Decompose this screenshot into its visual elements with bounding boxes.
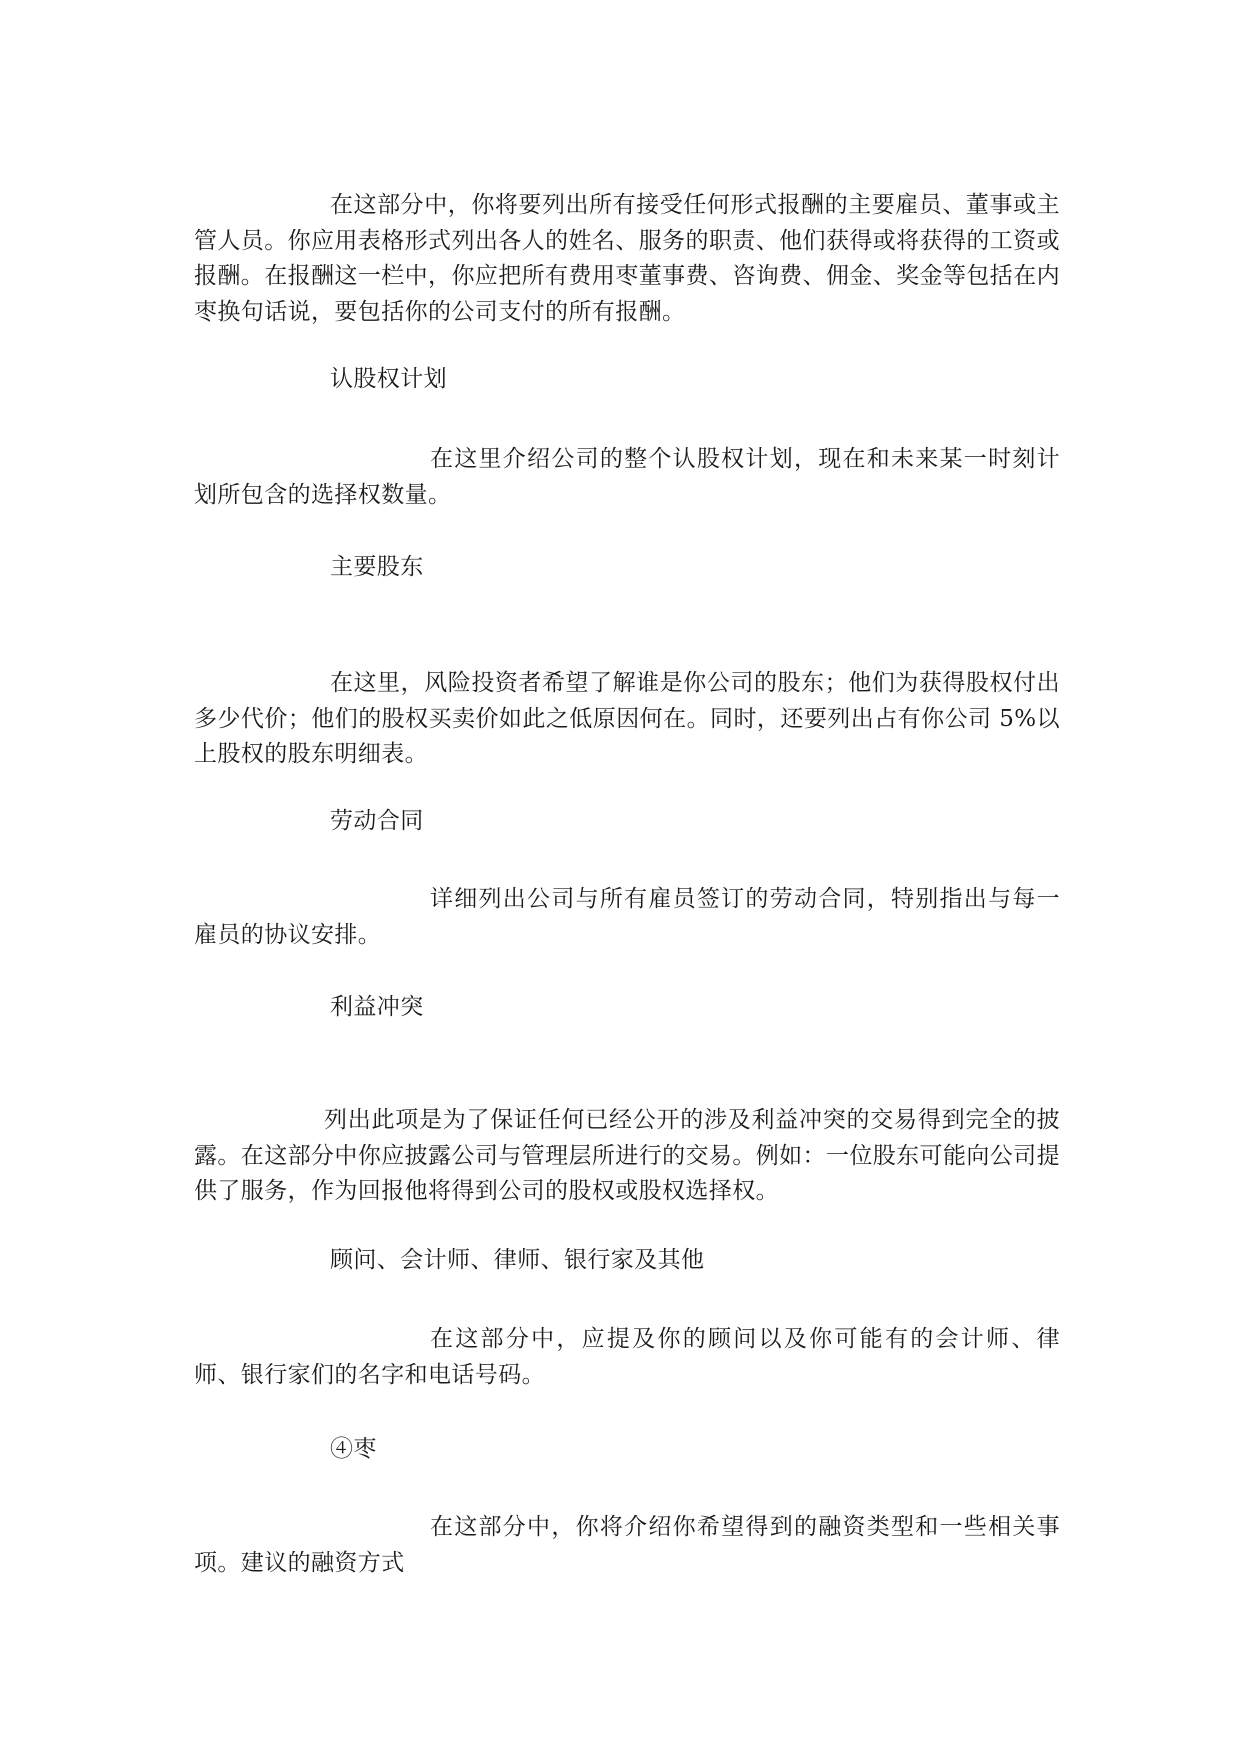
heading-labor-contracts: 劳动合同 bbox=[330, 808, 424, 834]
heading-major-shareholders: 主要股东 bbox=[330, 554, 424, 580]
heading-conflict-of-interest: 利益冲突 bbox=[330, 994, 424, 1020]
heading-advisors: 顾问、会计师、律师、银行家及其他 bbox=[330, 1247, 705, 1273]
paragraph-conflict-of-interest bbox=[194, 1103, 1060, 1210]
paragraph-first-line: 在这里，风险投资者希望了解谁是你公司的股东；他们为获得股权 bbox=[330, 670, 1014, 696]
heading-stock-option-plan: 认股权计划 bbox=[330, 366, 447, 392]
paragraph-rest: 或主管人员。你应用表格形式列出各人的姓名、服务的职责、他们获得或将获得的工资或报酬。在报酬这一栏中，你应把所有费用枣董事费、咨询费、佣金、奖金等包括在内枣换句话说，要包括你的公司支付的所有报酬。 bbox=[194, 192, 1060, 325]
paragraph-rest: 师、银行家们的名字和电话号码。 bbox=[194, 1361, 545, 1388]
paragraph-labor-contracts bbox=[194, 882, 1060, 953]
paragraph-financing bbox=[194, 1510, 1060, 1581]
paragraph-major-shareholders bbox=[194, 666, 1060, 773]
paragraph-first-line: 在这里介绍公司的整个认股权计划，现在和未来某一时刻 bbox=[430, 446, 1037, 472]
paragraph-rest: 的披露。在这部分中你应披露公司与管理层所进行的交易。例如：一位股东可能向公司提供了服务，作为回报他将得到公司的股权或股权选择权。 bbox=[194, 1107, 1060, 1204]
paragraph-advisors bbox=[194, 1322, 1060, 1393]
paragraph-stock-option-plan bbox=[194, 442, 1060, 513]
paragraph-first-line: 列出此项是为了保证任何已经公开的涉及利益冲突的交易得到完全 bbox=[324, 1107, 1013, 1133]
paragraph-rest: 一雇员的协议安排。 bbox=[194, 886, 1060, 948]
paragraph-first-line: 在这部分中，应提及你的顾问以及你可能有的会计师、律 bbox=[430, 1326, 1060, 1352]
paragraph-first-line: 详细列出公司与所有雇员签订的劳动合同，特别指出与每 bbox=[430, 886, 1037, 912]
paragraph-rest: 事项。建议的融资方式 bbox=[194, 1514, 1060, 1576]
heading-circled-four: ④枣 bbox=[330, 1436, 377, 1462]
paragraph-first-line: 在这部分中，你将介绍你希望得到的融资类型和一些相关 bbox=[430, 1514, 1037, 1540]
paragraph-rest: 付出多少代价；他们的股权买卖价如此之低原因何在。同时，还要列出占有你公司 5%以上股权的股东明细表。 bbox=[194, 670, 1060, 767]
paragraph-compensation bbox=[194, 188, 1060, 330]
paragraph-rest: 计划所包含的选择权数量。 bbox=[194, 446, 1060, 508]
paragraph-first-line: 在这部分中，你将要列出所有接受任何形式报酬的主要雇员、董事 bbox=[330, 192, 1014, 218]
